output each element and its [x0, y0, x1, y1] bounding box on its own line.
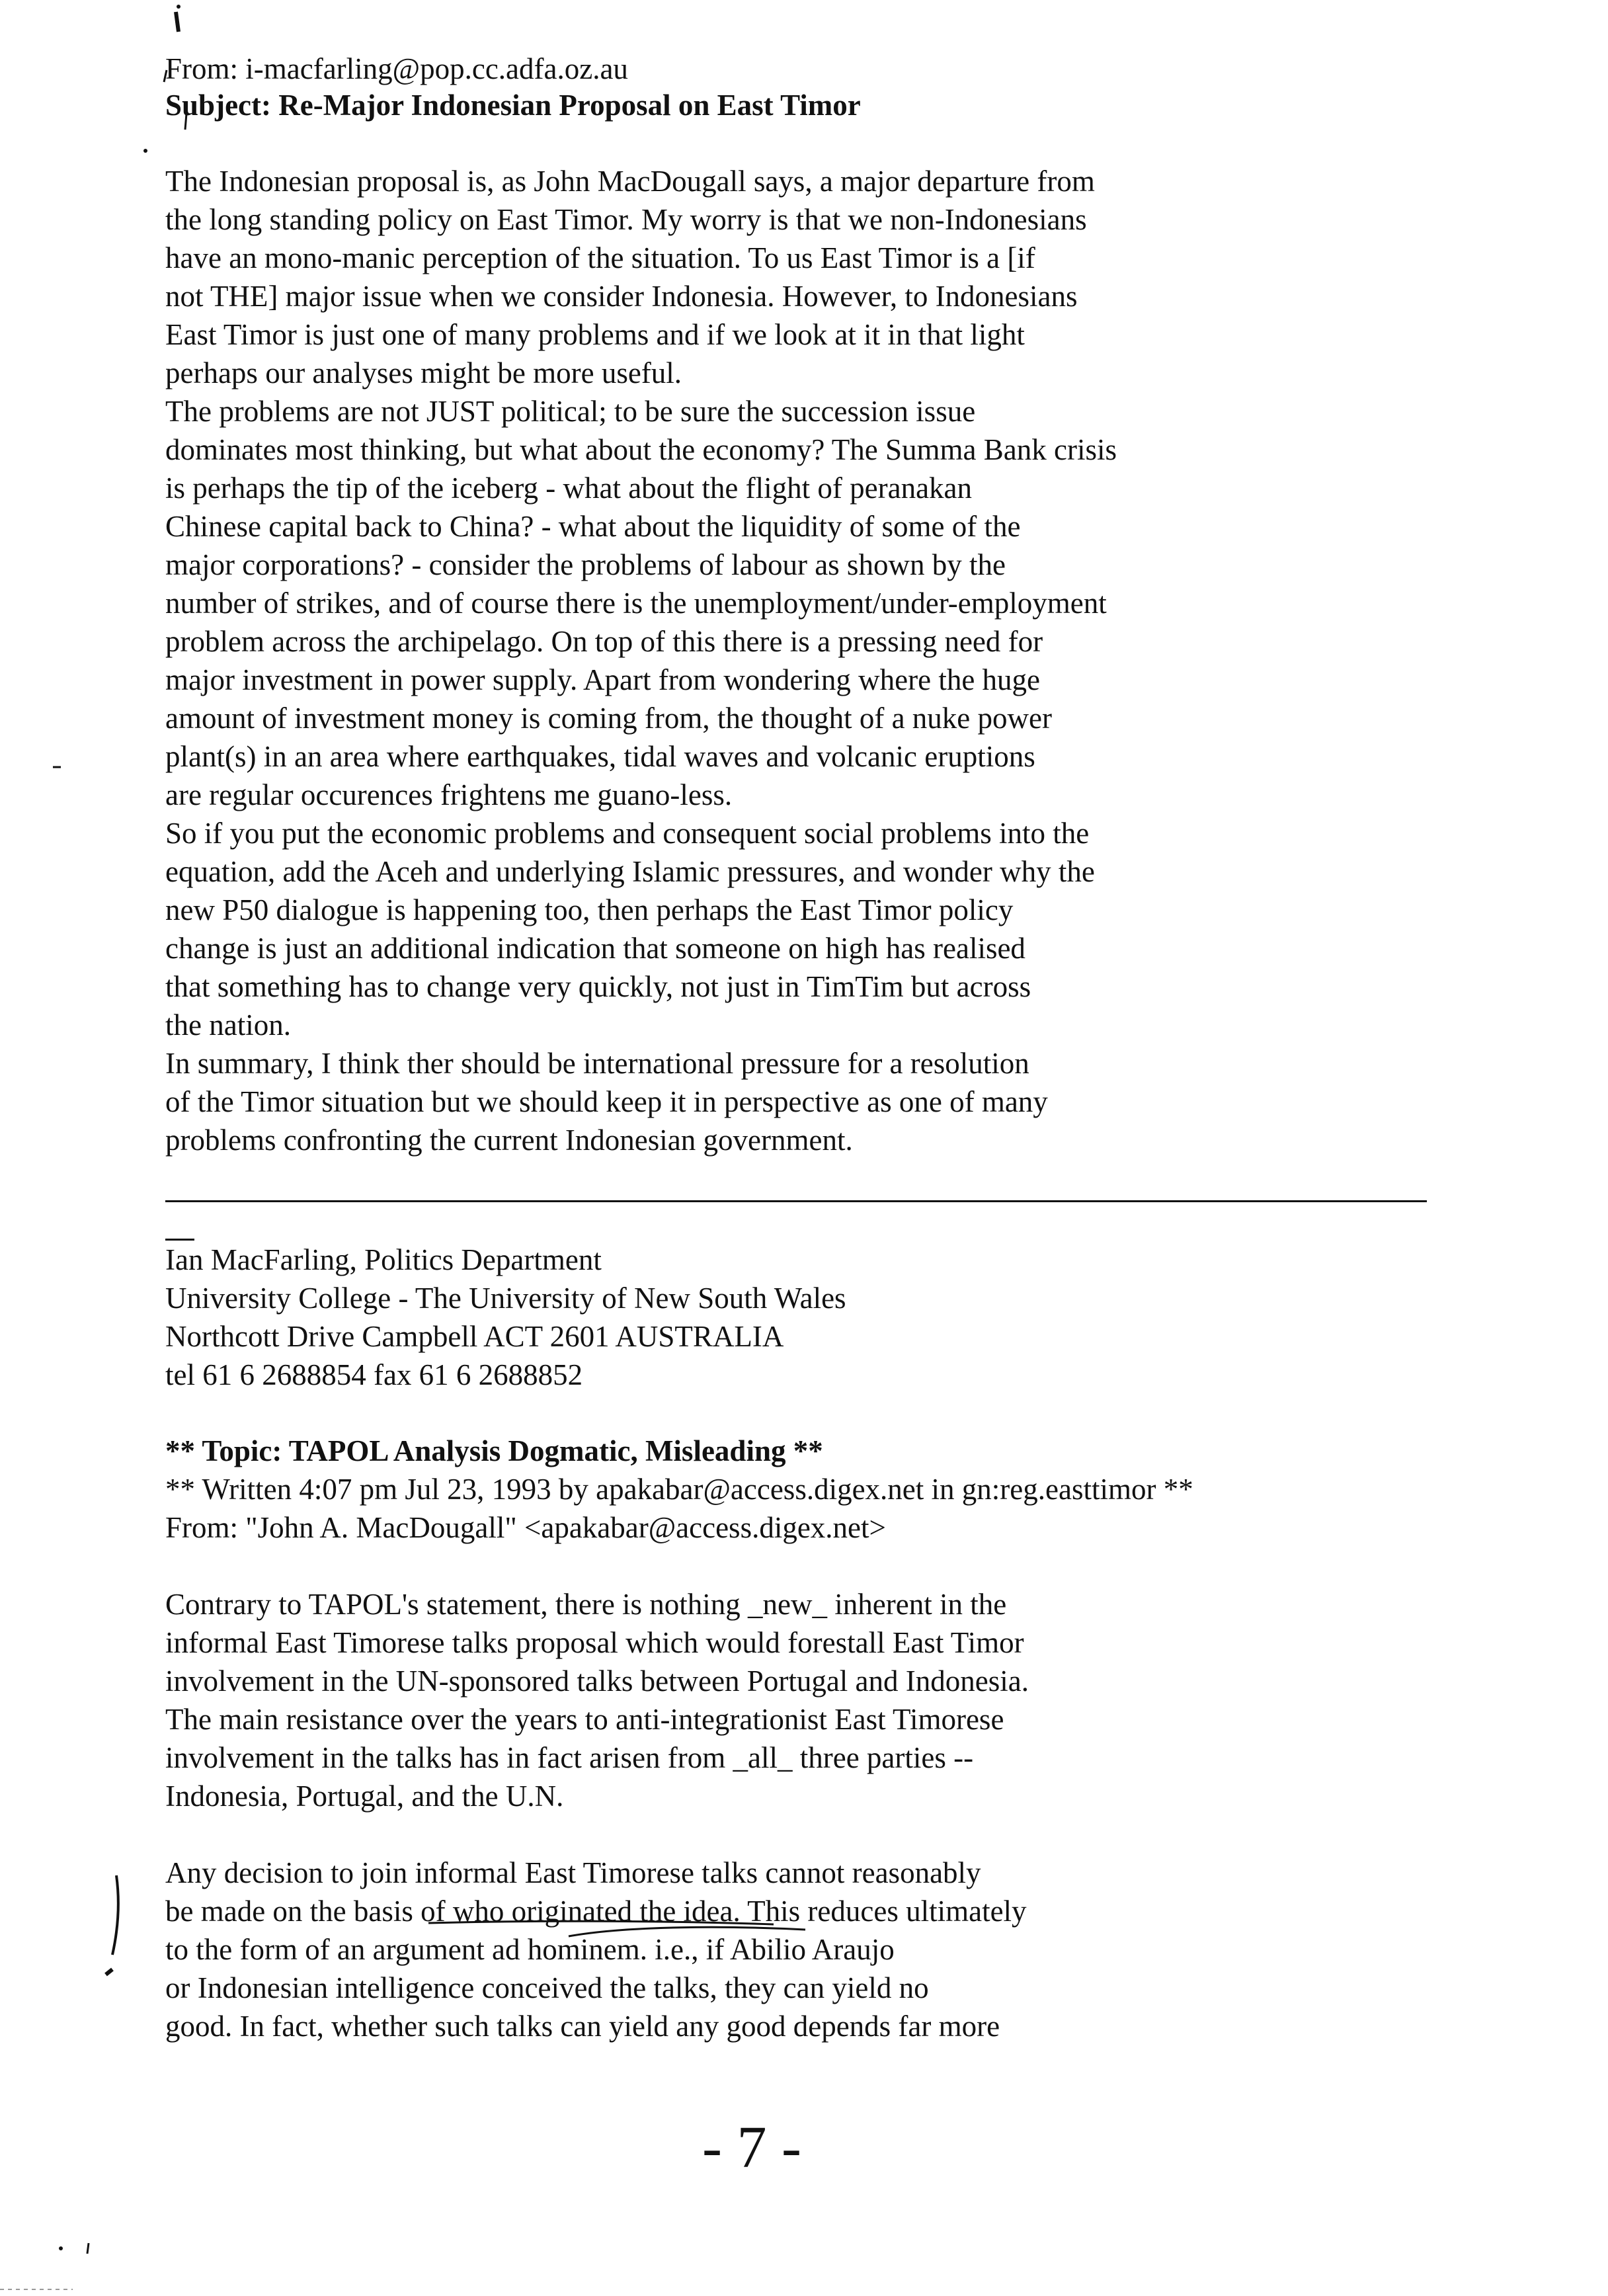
ink-mark [176, 12, 179, 32]
signature-line: Ian MacFarling, Politics Department [165, 1243, 602, 1276]
body-line: new P50 dialogue is happening too, then perhaps the East Timor policy [165, 893, 1014, 926]
body-line: the nation. [165, 1008, 291, 1042]
body-line: In summary, I think ther should be international pressure for a resolution [165, 1047, 1029, 1080]
body-line: the long standing policy on East Timor. My worry is that we non-Indonesians [165, 203, 1087, 236]
body-line: of the Timor situation but we should keep it in perspective as one of many [165, 1085, 1048, 1118]
body-line: The Indonesian proposal is, as John MacDougall says, a major departure from [165, 165, 1095, 198]
body-line: major investment in power supply. Apart from wondering where the huge [165, 663, 1041, 696]
body-line: major corporations? - consider the problems of labour as shown by the [165, 548, 1006, 581]
from-line: From: i-macfarling@pop.cc.adfa.oz.au [165, 52, 628, 85]
body-line: Contrary to TAPOL's statement, there is nothing _new_ inherent in the [165, 1588, 1007, 1621]
body-line: dominates most thinking, but what about the economy? The Summa Bank crisis [165, 433, 1117, 466]
signature-line: Northcott Drive Campbell ACT 2601 AUSTRALIA [165, 1320, 784, 1353]
body-line: involvement in the talks has in fact arisen from _all_ three parties -- [165, 1741, 974, 1774]
body-line: problem across the archipelago. On top of this there is a pressing need for [165, 625, 1043, 658]
body-line: not THE] major issue when we consider Indonesia. However, to Indonesians [165, 280, 1078, 313]
subject-line: Subject: Re-Major Indonesian Proposal on East Timor [165, 89, 861, 122]
post2-from-line: From: "John A. MacDougall" <apakabar@access.digex.net> [165, 1511, 886, 1544]
ink-mark [87, 2243, 89, 2254]
body-line: good. In fact, whether such talks can yield any good depends far more [165, 2010, 1000, 2043]
ink-mark [143, 149, 147, 153]
body-line: The main resistance over the years to anti-integrationist East Timorese [165, 1703, 1004, 1736]
margin-exclamation-mark [112, 1875, 118, 1955]
page-number: - 7 - [702, 2115, 801, 2180]
ink-mark [164, 70, 167, 82]
body-line: be made on the basis of who originated the idea. This reduces ultimately [165, 1895, 1027, 1928]
body-line: have an mono-manic perception of the situation. To us East Timor is a [if [165, 241, 1035, 274]
written-line: ** Written 4:07 pm Jul 23, 1993 by apakabar@access.digex.net in gn:reg.easttimor ** [165, 1473, 1193, 1506]
body-line: involvement in the UN-sponsored talks between Portugal and Indonesia. [165, 1664, 1029, 1698]
overline-annotation [569, 1927, 805, 1936]
body-line: amount of investment money is coming from, the thought of a nuke power [165, 702, 1052, 735]
body-line: Chinese capital back to China? - what about the liquidity of some of the [165, 510, 1021, 543]
body-line: are regular occurences frightens me guano-less. [165, 778, 733, 811]
body-line: informal East Timorese talks proposal which would forestall East Timor [165, 1626, 1024, 1659]
ink-mark [59, 2246, 63, 2250]
body-line: perhaps our analyses might be more useful. [165, 356, 682, 390]
body-line: The problems are not JUST political; to be sure the succession issue [165, 395, 976, 428]
signature-line: tel 61 6 2688854 fax 61 6 2688852 [165, 1358, 583, 1391]
topic-line: ** Topic: TAPOL Analysis Dogmatic, Misleading ** [165, 1434, 823, 1467]
body-line: problems confronting the current Indonesian government. [165, 1124, 853, 1157]
body-line: that something has to change very quickly, not just in TimTim but across [165, 970, 1031, 1003]
underline-annotation [428, 1921, 774, 1924]
body-line: or Indonesian intelligence conceived the talks, they can yield no [165, 1971, 929, 2004]
body-line: East Timor is just one of many problems and if we look at it in that light [165, 318, 1025, 351]
body-line: Indonesia, Portugal, and the U.N. [165, 1780, 564, 1813]
body-line: to the form of an argument ad hominem. i.e., if Abilio Araujo [165, 1933, 895, 1966]
margin-exclamation-dot [106, 1969, 112, 1975]
body-line: change is just an additional indication that someone on high has realised [165, 932, 1025, 965]
body-line: number of strikes, and of course there is the unemployment/under-employment [165, 587, 1107, 620]
body-line: is perhaps the tip of the iceberg - what about the flight of peranakan [165, 472, 973, 505]
body-line: So if you put the economic problems and consequent social problems into the [165, 817, 1090, 850]
body-line: equation, add the Aceh and underlying Islamic pressures, and wonder why the [165, 855, 1095, 888]
body-line: Any decision to join informal East Timorese talks cannot reasonably [165, 1856, 981, 1889]
ink-mark [177, 5, 181, 9]
signature-line: University College - The University of New South Wales [165, 1282, 846, 1315]
ink-mark [185, 114, 186, 130]
body-line: plant(s) in an area where earthquakes, tidal waves and volcanic eruptions [165, 740, 1035, 773]
